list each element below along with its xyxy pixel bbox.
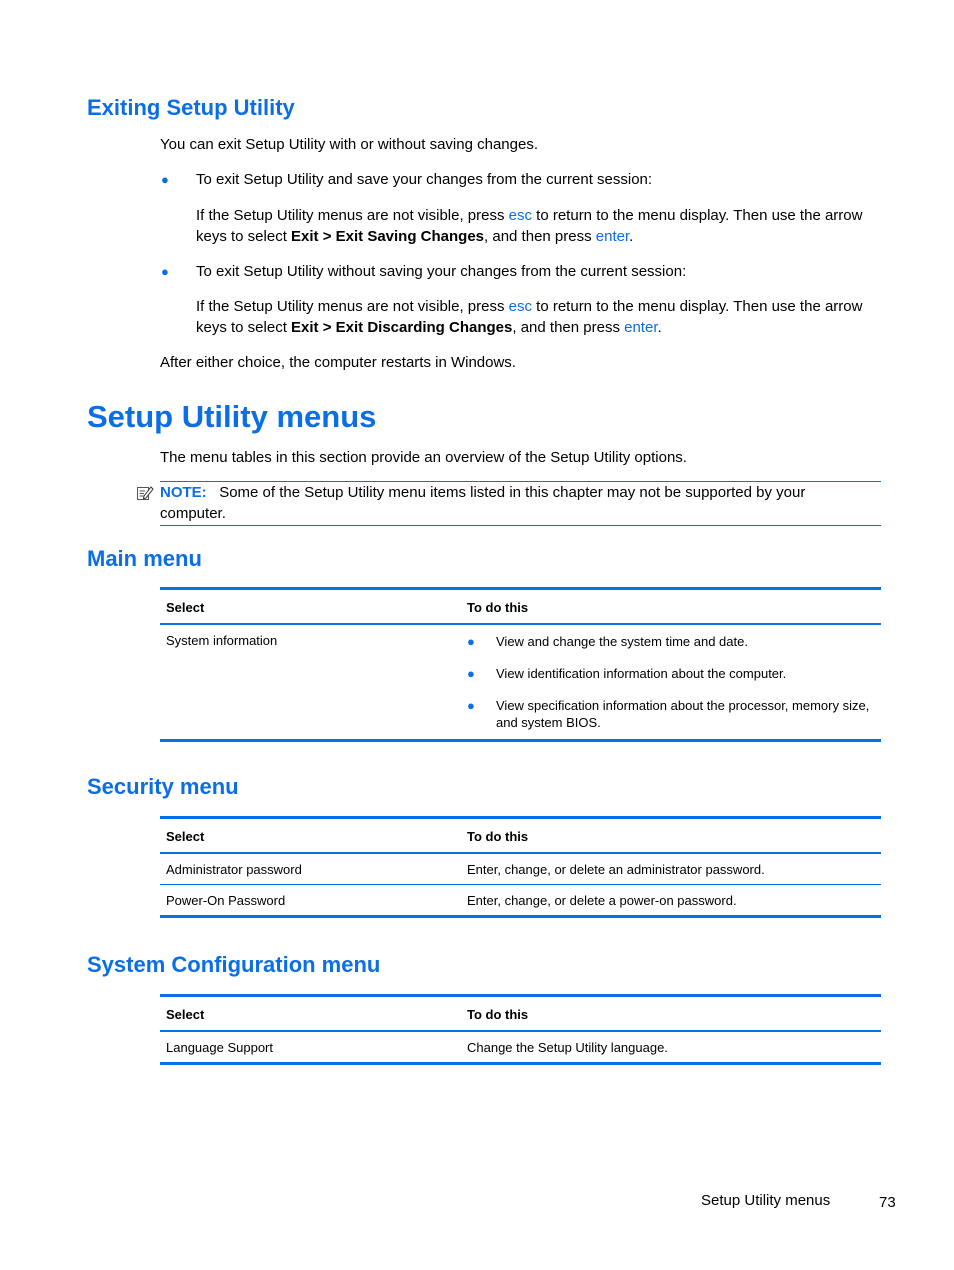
menu-path-exit-saving: Exit > Exit Saving Changes bbox=[291, 228, 485, 245]
column-header-to-do-this: To do this bbox=[461, 996, 881, 1032]
bullet-dot-icon: ● bbox=[467, 634, 475, 649]
bullet-dot-icon: ● bbox=[161, 172, 169, 187]
heading-setup-utility-menus: Setup Utility menus bbox=[87, 399, 377, 434]
page-number: 73 bbox=[879, 1194, 896, 1211]
heading-exiting-setup-utility: Exiting Setup Utility bbox=[87, 95, 295, 120]
note-pencil-icon bbox=[136, 484, 154, 502]
list-item: ● View and change the system time and date. bbox=[467, 634, 748, 649]
bullet-dot-icon: ● bbox=[161, 264, 169, 279]
key-enter: enter bbox=[624, 319, 658, 336]
cell-select: System information bbox=[160, 624, 461, 741]
heading-security-menu: Security menu bbox=[87, 774, 239, 799]
column-header-to-do-this: To do this bbox=[461, 589, 881, 625]
exit-save-instructions: If the Setup Utility menus are not visible, press esc to return to the menu display. Then use the arrow keys to select Exit > Exit Saving Changes, and then press enter. bbox=[196, 207, 863, 245]
exit-bullet-discard: To exit Setup Utility without saving your changes from the current session: bbox=[196, 263, 687, 280]
cell-action: Enter, change, or delete an administrator password. bbox=[461, 853, 881, 885]
table-row bbox=[160, 1031, 881, 1064]
list-item: ● View specification information about the processor, memory size, and system BIOS. bbox=[467, 698, 870, 730]
cell-select: Language Support bbox=[160, 1031, 461, 1064]
exit-bullet-save: To exit Setup Utility and save your changes from the current session: bbox=[196, 171, 653, 188]
column-header-to-do-this: To do this bbox=[461, 818, 881, 854]
list-item: ● View identification information about the computer. bbox=[467, 666, 787, 681]
table-row bbox=[160, 853, 881, 885]
cell-select: Administrator password bbox=[160, 853, 461, 885]
menus-intro: The menu tables in this section provide an overview of the Setup Utility options. bbox=[160, 449, 687, 466]
table-row bbox=[160, 885, 881, 917]
bullet-dot-icon: ● bbox=[467, 698, 475, 713]
note-text: NOTE: Some of the Setup Utility menu items listed in this chapter may not be supported by your computer. bbox=[160, 484, 806, 522]
table-row bbox=[160, 624, 881, 741]
note-label: NOTE: bbox=[160, 484, 207, 501]
exit-after: After either choice, the computer restarts in Windows. bbox=[160, 354, 516, 371]
heading-system-configuration-menu: System Configuration menu bbox=[87, 952, 381, 977]
cell-select: Power-On Password bbox=[160, 885, 461, 917]
cell-action: Change the Setup Utility language. bbox=[461, 1031, 881, 1064]
column-header-select: Select bbox=[160, 818, 461, 854]
note-bottom-rule bbox=[160, 525, 881, 526]
main-menu-table bbox=[160, 587, 881, 742]
heading-main-menu: Main menu bbox=[87, 546, 202, 571]
key-enter: enter bbox=[595, 228, 630, 245]
system-configuration-menu-table bbox=[160, 994, 881, 1065]
exit-discard-instructions: If the Setup Utility menus are not visible, press esc to return to the menu display. Then use the arrow keys to select Exit > Exit Discarding Changes, and then press enter. bbox=[196, 298, 863, 336]
cell-action bbox=[461, 624, 881, 741]
menu-path-exit-discarding: Exit > Exit Discarding Changes bbox=[291, 319, 513, 336]
column-header-select: Select bbox=[160, 589, 461, 625]
key-esc: esc bbox=[508, 207, 532, 224]
key-esc: esc bbox=[508, 298, 532, 315]
column-header-select: Select bbox=[160, 996, 461, 1032]
exit-intro: You can exit Setup Utility with or without saving changes. bbox=[160, 136, 538, 153]
footer-section-title: Setup Utility menus bbox=[701, 1192, 831, 1209]
bullet-dot-icon: ● bbox=[467, 666, 475, 681]
security-menu-table bbox=[160, 816, 881, 918]
cell-action: Enter, change, or delete a power-on password. bbox=[461, 885, 881, 917]
